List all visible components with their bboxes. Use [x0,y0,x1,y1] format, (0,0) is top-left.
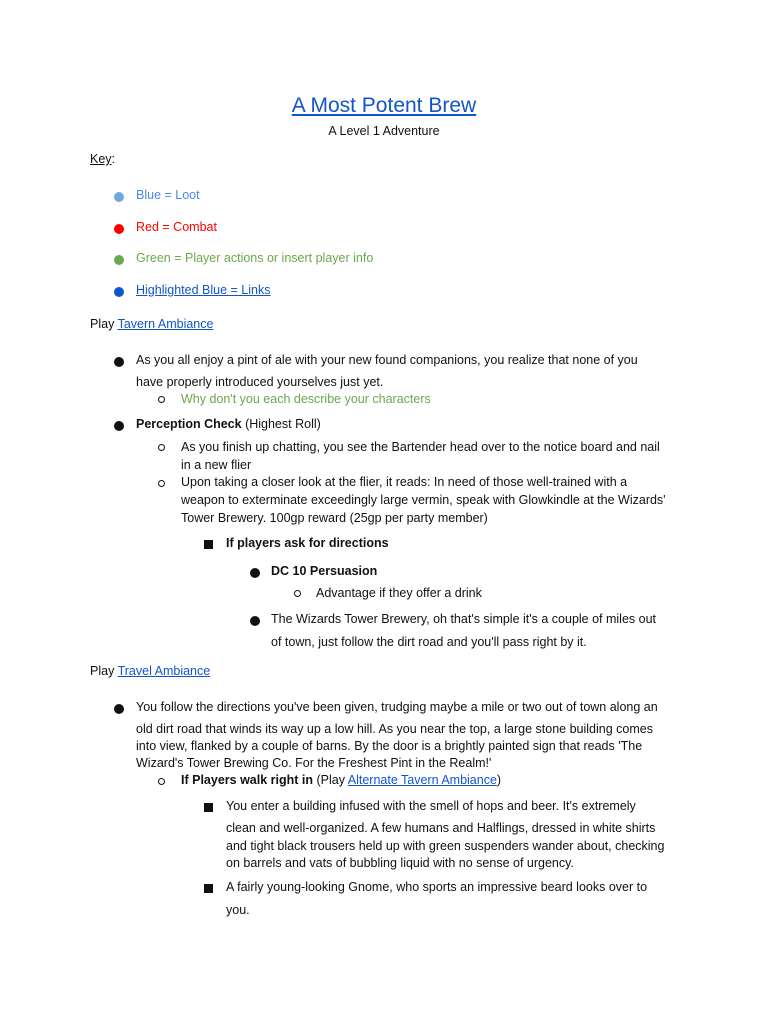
document-subtitle: A Level 1 Adventure [328,124,440,138]
chat-line-1: As you finish up chatting, you see the Bartender head over to the notice board and nail [181,440,660,454]
key-item-player: Green = Player actions or insert player info [136,251,374,265]
square-bullet-icon [204,884,213,893]
circle-bullet-icon [158,396,165,403]
perception-check-detail: (Highest Roll) [241,417,321,431]
enter-line-2: clean and well-organized. A few humans and Halflings, dressed in white shirts [226,821,656,835]
circle-bullet-icon [294,590,301,597]
key-item-links[interactable]: Highlighted Blue = Links [136,283,271,297]
alternate-tavern-ambiance-link[interactable]: Alternate Tavern Ambiance [347,773,497,787]
bullet-icon [114,704,124,714]
intro-line-2: have properly introduced yourselves just yet. [136,375,384,389]
follow-line-2: old dirt road that winds its way up a low hill. As you near the top, a large stone building comes [136,722,653,736]
circle-bullet-icon [158,778,165,785]
follow-line-4: Wizard's Tower Brewing Co. For the Freshest Pint in the Realm!' [136,756,492,770]
key-bullet-loot [114,192,124,202]
flier-line-3: Tower Brewery. 100gp reward (25gp per party member) [181,511,488,525]
chat-line-2: in a new flier [181,458,252,472]
square-bullet-icon [204,540,213,549]
document-title: A Most Potent Brew [291,94,477,117]
circle-bullet-icon [158,480,165,487]
key-bullet-links [114,287,124,297]
circle-bullet-icon [158,444,165,451]
walk-in-label: If Players walk right in [181,773,313,787]
play-prefix: Play [90,664,118,678]
brewery-line-2: of town, just follow the dirt road and you'll pass right by it. [271,635,587,649]
key-item-combat: Red = Combat [136,220,217,234]
flier-line-2: weapon to exterminate exceedingly large vermin, speak with Glowkindle at the Wizards' [181,493,666,507]
bullet-icon [114,357,124,367]
perception-check-label: Perception Check [136,417,242,431]
play-tavern-line [90,316,213,334]
enter-line-1: You enter a building infused with the smell of hops and beer. It's extremely [226,799,636,813]
persuasion-check: DC 10 Persuasion [271,564,378,578]
perception-check-line [136,416,321,434]
describe-characters: Why don't you each describe your characters [181,392,431,406]
brewery-line-1: The Wizards Tower Brewery, oh that's simple it's a couple of miles out [271,612,657,626]
gnome-line-1: A fairly young-looking Gnome, who sports an impressive beard looks over to [226,880,648,894]
directions-heading: If players ask for directions [226,536,389,550]
bullet-icon [114,421,124,431]
tavern-ambiance-link[interactable]: Tavern Ambiance [117,317,214,331]
key-bullet-combat [114,224,124,234]
travel-ambiance-link[interactable]: Travel Ambiance [117,664,211,678]
enter-line-3: and tight black trousers held up with green suspenders wander about, checking [226,839,665,853]
advantage-note: Advantage if they offer a drink [316,586,482,600]
key-item-loot: Blue = Loot [136,188,200,202]
play-travel-line [90,663,210,681]
key-label: Key [90,152,112,166]
key-heading [90,151,115,169]
walk-in-line [181,772,501,790]
follow-line-3: into view, flanked by a couple of barns. By the door is a brightly painted sign that reads 'The [136,739,643,753]
key-colon: : [111,152,116,166]
walk-in-post: ) [496,773,502,787]
square-bullet-icon [204,803,213,812]
enter-line-4: on barrels and vats of bubbling liquid with no sense of urgency. [226,856,574,870]
play-prefix: Play [90,317,118,331]
bullet-icon [250,568,260,578]
key-bullet-player [114,255,124,265]
flier-line-1: Upon taking a closer look at the flier, it reads: In need of those well-trained with a [181,475,628,489]
follow-line-1: You follow the directions you've been given, trudging maybe a mile or two out of town along an [136,700,658,714]
bullet-icon [250,616,260,626]
gnome-line-2: you. [226,903,250,917]
walk-in-pre: (Play [313,773,348,787]
intro-line-1: As you all enjoy a pint of ale with your new found companions, you realize that none of you [136,353,638,367]
